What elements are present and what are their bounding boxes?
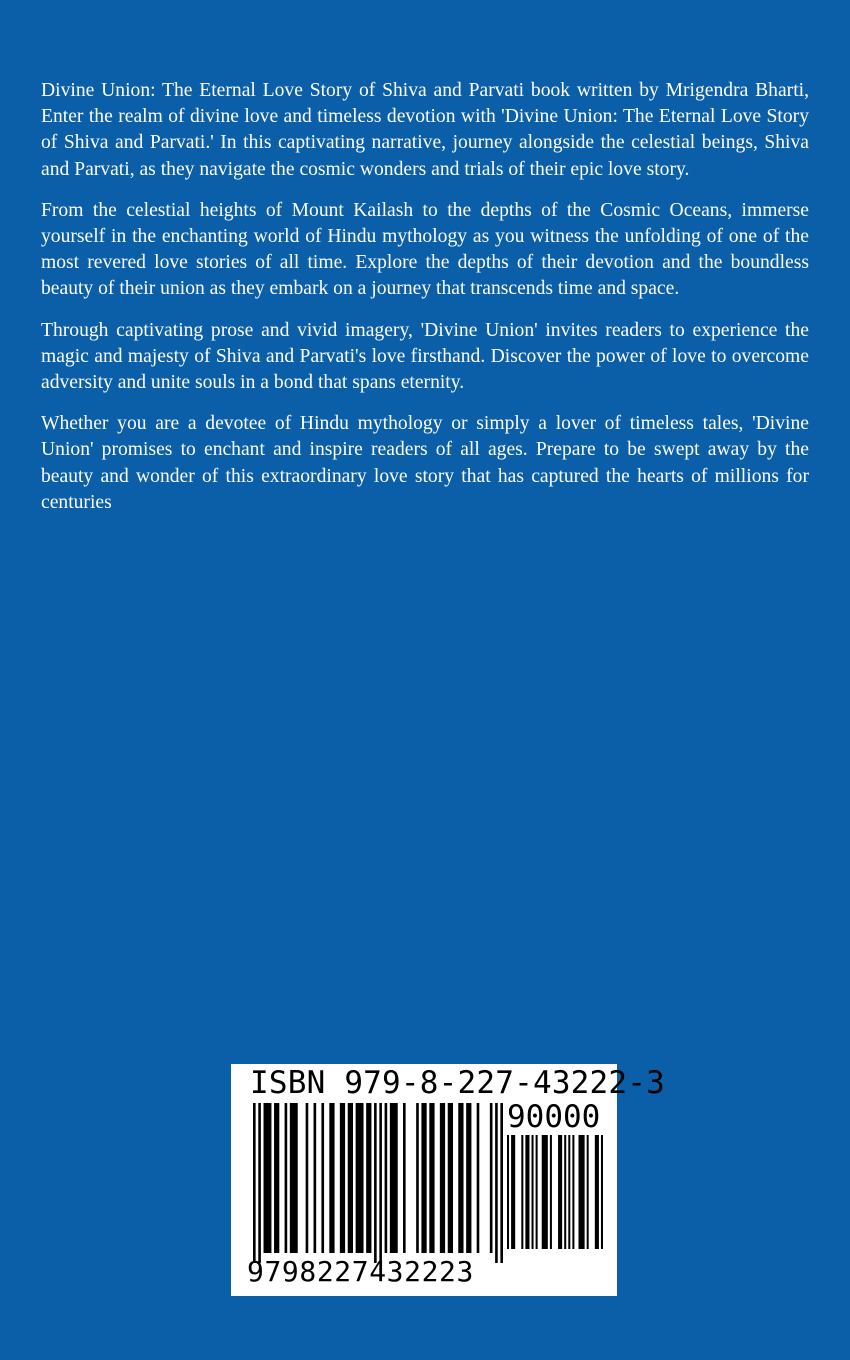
barcode-bar bbox=[458, 1103, 463, 1253]
addon-bar bbox=[568, 1135, 570, 1249]
addon-bar bbox=[550, 1135, 552, 1249]
barcode-bar bbox=[385, 1103, 388, 1253]
barcode-bar bbox=[366, 1103, 371, 1253]
isbn-label: ISBN 979-8-227-43222-3 bbox=[250, 1065, 665, 1101]
barcode-bar bbox=[429, 1103, 434, 1253]
barcode-bar bbox=[314, 1103, 317, 1253]
barcode-bar bbox=[290, 1103, 298, 1253]
addon-bar bbox=[558, 1135, 562, 1249]
ean13-bars bbox=[253, 1103, 503, 1263]
price-code: 90000 bbox=[507, 1099, 601, 1135]
addon-bars bbox=[507, 1135, 603, 1249]
barcode-bar bbox=[356, 1103, 364, 1253]
addon-bar bbox=[507, 1135, 509, 1249]
barcode-bar bbox=[253, 1103, 256, 1263]
barcode-bar bbox=[258, 1103, 261, 1263]
blurb-paragraph-1: Divine Union: The Eternal Love Story of Shiva and Parvati book written by Mrigendra Bharti, Enter the realm of divine love and timeless devotion with 'Divine Union: The Eternal Love Story of Shiva and Parvati.' In this captivating narrative, journey alongside the celestial beings, Shiva and Parvati, as they navigate the cosmic wonders and trials of their epic love story. bbox=[41, 80, 809, 180]
barcode-bar bbox=[285, 1103, 288, 1253]
back-cover-blurb bbox=[41, 78, 809, 531]
barcode-bar bbox=[274, 1103, 279, 1253]
addon-bar bbox=[601, 1135, 603, 1249]
blurb-paragraph-3: Through captivating prose and vivid imagery, 'Divine Union' invites readers to experience the magic and majesty of Shiva and Parvati's love firsthand. Discover the power of love to overcome adversity and unite souls in a bond that spans eternity. bbox=[41, 319, 809, 394]
addon-bar bbox=[578, 1135, 584, 1249]
addon-bar bbox=[587, 1135, 589, 1249]
barcode-bar bbox=[374, 1103, 377, 1263]
barcode-bar bbox=[264, 1103, 272, 1253]
barcode-bar bbox=[329, 1103, 334, 1253]
barcode-bar bbox=[379, 1103, 382, 1263]
addon-bar bbox=[536, 1135, 538, 1249]
addon-bar bbox=[511, 1135, 515, 1249]
barcode-bar bbox=[416, 1103, 419, 1253]
barcode-bar bbox=[490, 1103, 493, 1253]
barcode-bar bbox=[477, 1103, 480, 1253]
addon-bar bbox=[525, 1135, 529, 1249]
blurb-paragraph-2: From the celestial heights of Mount Kailash to the depths of the Cosmic Oceans, immerse yourself in the enchanting world of Hindu mythology as you witness the unfolding of one of the most revered love stories of all time. Explore the depths of their devotion and the boundless beauty of their union as they embark on a journey that transcends time and space. bbox=[41, 199, 809, 300]
barcode-bar bbox=[495, 1103, 498, 1263]
barcode-bar bbox=[466, 1103, 471, 1253]
barcode-bar bbox=[421, 1103, 426, 1253]
barcode-bar bbox=[403, 1103, 406, 1253]
blurb-paragraph-4: Whether you are a devotee of Hindu mythology or simply a lover of timeless tales, 'Divine Union' promises to enchant and inspire readers of all ages. Prepare to be swept away by the beauty and wonder of this extraordinary love story that has captured the hearts of millions for centuries bbox=[41, 413, 809, 513]
barcode-bar bbox=[448, 1103, 453, 1253]
barcode-digits: 9798227432223 bbox=[247, 1255, 474, 1288]
barcode-bar bbox=[440, 1103, 445, 1253]
barcode-bar bbox=[348, 1103, 353, 1253]
isbn-barcode bbox=[231, 1064, 665, 1296]
barcode-bar bbox=[321, 1103, 324, 1253]
addon-bar bbox=[542, 1135, 548, 1249]
barcode-bar bbox=[500, 1103, 503, 1263]
addon-bar bbox=[595, 1135, 599, 1249]
addon-bar bbox=[532, 1135, 534, 1249]
addon-bar bbox=[521, 1135, 523, 1249]
barcode-bar bbox=[340, 1103, 345, 1253]
barcode-bar bbox=[306, 1103, 309, 1253]
addon-bar bbox=[572, 1135, 574, 1249]
addon-bar bbox=[564, 1135, 566, 1249]
barcode-bar bbox=[390, 1103, 398, 1253]
